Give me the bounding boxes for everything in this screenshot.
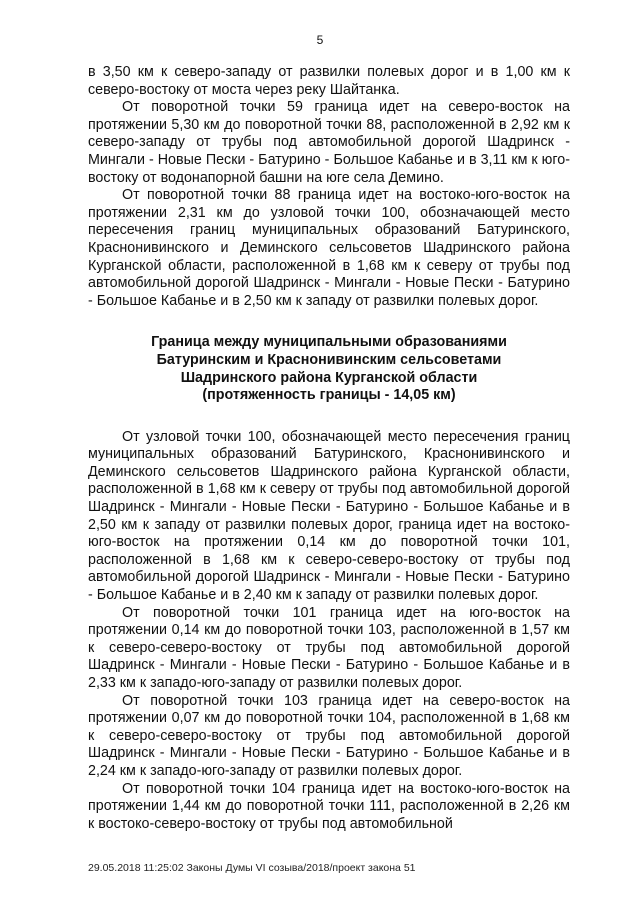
document-body [88, 64, 570, 833]
heading-line: Шадринского района Курганской области [180, 369, 478, 386]
heading-line: Батуринским и Краснонивинским сельсоветами [156, 351, 502, 368]
document-footer: 29.05.2018 11:25:02 Законы Думы VI созыва/2018/проект закона 51 [88, 862, 416, 874]
paragraph: От поворотной точки 103 граница идет на северо-восток на протяжении 0,07 км до поворотной точки 104, расположенной в 1,68 км к северо-северо-востоку от трубы под автомобильной дорогой Шадринск - Мингали - Новые Пески - Батурино - Большое Кабанье и в 2,24 км к западо-юго-западу от развилки полевых дорог. [88, 692, 570, 779]
section-heading [88, 334, 570, 404]
paragraph: в 3,50 км к северо-западу от развилки полевых дорог и в 1,00 км к северо-востоку от моста через реку Шайтанка. [88, 64, 570, 98]
page-number: 5 [316, 33, 324, 47]
paragraph: От поворотной точки 101 граница идет на юго-восток на протяжении 0,14 км до поворотной точки 103, расположенной в 1,57 км к северо-северо-востоку от трубы под автомобильной дорогой Шадринск - Мингали - Новые Пески - Батурино - Большое Кабанье и в 2,33 км к западо-юго-западу от развилки полевых дорог. [88, 604, 570, 691]
paragraph: От узловой точки 100, обозначающей место пересечения границ муниципальных образований Батуринского, Краснонивинского и Деминского сельсоветов Шадринского района Курганской области, расположенной в 1,68 км к северу от трубы под автомобильной дорогой Шадринск - Мингали - Новые Пески - Батурино - Большое Кабанье и в 2,50 км к западу от развилки полевых дорог, граница идет на востоко-юго-восток на протяжении 0,14 км до поворотной точки 101, расположенной в 1,68 км к северо-северо-востоку от трубы под автомобильной дорогой Шадринск - Мингали - Новые Пески - Батурино - Большое Кабанье и в 2,40 км к западу от развилки полевых дорог. [88, 428, 570, 604]
paragraph: От поворотной точки 104 граница идет на востоко-юго-восток на протяжении 1,44 км до поворотной точки 111, расположенной в 2,26 км к востоко-северо-востоку от трубы под автомобильной [88, 780, 570, 832]
heading-line: (протяженность границы - 14,05 км) [202, 387, 456, 404]
heading-line: Граница между муниципальными образованиями [151, 334, 507, 351]
paragraph: От поворотной точки 88 граница идет на востоко-юго-восток на протяжении 2,31 км до узловой точки 100, обозначающей место пересечения границ муниципальных образований Батуринского, Краснонивинского и Деминского сельсоветов Шадринского района Курганской области, расположенной в 1,68 км к северу от трубы под автомобильной дорогой Шадринск - Мингали - Новые Пески - Батурино - Большое Кабанье и в 2,50 км к западу от развилки полевых дорог. [88, 187, 570, 309]
paragraph: От поворотной точки 59 граница идет на северо-восток на протяжении 5,30 км до поворотной точки 88, расположенной в 2,92 км к северо-западу от трубы под автомобильной дорогой Шадринск - Мингали - Новые Пески - Батурино - Большое Кабанье и в 3,11 км к юго-востоку от водонапорной башни на юге села Демино. [88, 99, 570, 186]
